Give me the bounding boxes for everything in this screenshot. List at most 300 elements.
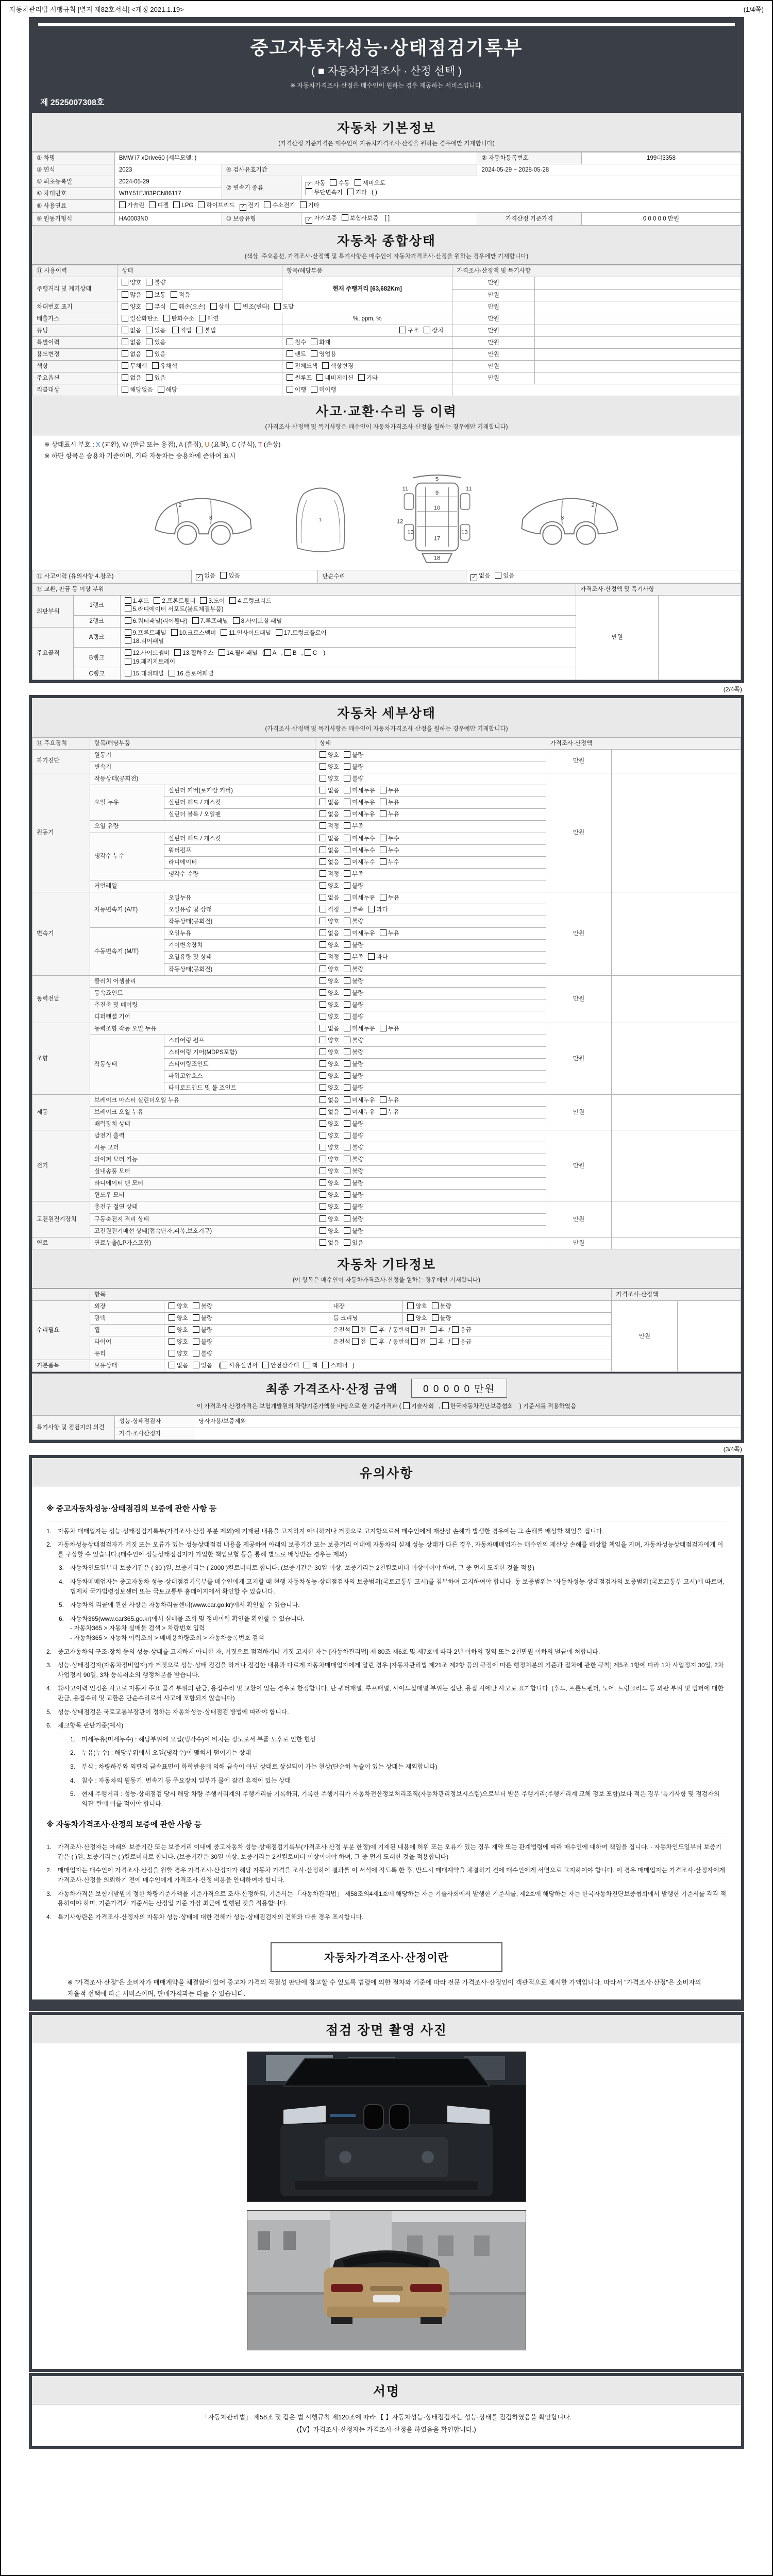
checkbox-icon: [358, 374, 365, 381]
checkbox-미세누수[interactable]: 미세누수: [344, 846, 375, 855]
cell: 실린더 헤드 / 개스킷: [164, 797, 315, 809]
checkbox-불량[interactable]: 불량: [432, 1314, 451, 1323]
checkbox-불량[interactable]: 불량: [193, 1302, 212, 1311]
checkbox-19.패키지트레이[interactable]: 19.패키지트레이: [125, 658, 176, 666]
checkbox-8.사이드실 패널[interactable]: 8.사이드실 패널: [233, 617, 282, 625]
checkbox-누유[interactable]: 누유: [380, 894, 399, 902]
checkbox-icon: [320, 1096, 326, 1103]
checkbox-누유[interactable]: 누유: [380, 787, 399, 795]
checkbox-icon: [119, 201, 126, 208]
checkbox-후[interactable]: 후: [371, 1326, 384, 1334]
checkbox-양호[interactable]: 양호: [320, 1013, 339, 1021]
checkbox-자동[interactable]: ✓ 자동: [306, 179, 325, 189]
checkbox-불량[interactable]: 불량: [344, 1156, 363, 1164]
row-label: 동력전달: [32, 975, 90, 1023]
checkbox-icon: [320, 775, 326, 782]
section-title: 자동차 기본정보: [337, 121, 436, 135]
checkbox-해당[interactable]: 해당: [158, 386, 177, 394]
checkbox-전체도색[interactable]: 전체도색: [287, 362, 317, 370]
checkbox-LPG[interactable]: LPG: [173, 201, 193, 210]
checkbox-없음[interactable]: 없음: [320, 1025, 339, 1033]
checkbox-양호[interactable]: 양호: [169, 1350, 188, 1358]
checkbox-양호[interactable]: 양호: [320, 989, 339, 997]
checkbox-적정[interactable]: 적정: [320, 822, 339, 831]
checkbox-양호[interactable]: 양호: [320, 751, 339, 759]
checkbox-전기[interactable]: ✓ 전기: [240, 201, 259, 211]
notice-subitem: 1. 미세누유(미세누수) : 해당부위에 오일(냉각수)이 비치는 정도로서 부품 노후로 인한 현상: [70, 1735, 316, 1743]
checkbox-해당없음[interactable]: 해당없음: [122, 386, 153, 394]
cell: 0 0 0 0 0 만원: [581, 213, 741, 226]
row-label: 내장: [329, 1300, 403, 1312]
checkbox-미세누유[interactable]: 미세누유: [344, 787, 375, 795]
checkbox-양호[interactable]: 양호: [169, 1302, 188, 1311]
checkbox-양호[interactable]: 양호: [407, 1302, 427, 1311]
cell: [117, 372, 282, 384]
checkbox-불량[interactable]: 불량: [193, 1314, 212, 1323]
cell: [315, 1178, 546, 1190]
cell: [678, 1300, 741, 1372]
checkbox-icon: [320, 1108, 326, 1115]
checkbox-없음[interactable]: ✓ 없음: [470, 572, 490, 581]
checkbox-없음[interactable]: 없음: [122, 327, 141, 335]
checkbox-양호[interactable]: 양호: [320, 1037, 339, 1045]
checkbox-icon: [122, 338, 128, 345]
cell: 상태: [315, 737, 546, 749]
checkbox-icon: [344, 1179, 350, 1186]
notice-item: 4. 특기사항란은 가격조사·산정자의 자동차 성능·상태에 대한 견해가 성능·상태점검자의 견해와 다를 경우 표시합니다.: [46, 1913, 364, 1921]
checkbox-무단변속기[interactable]: 무단변속기: [306, 189, 343, 197]
checkbox-있음[interactable]: 있음: [146, 327, 165, 335]
checkbox-양호[interactable]: 양호: [320, 1179, 339, 1188]
checkbox-없음[interactable]: 없음: [320, 1108, 339, 1116]
checkbox-미세누유[interactable]: 미세누유: [344, 1025, 375, 1033]
checkbox-없음[interactable]: 없음: [320, 858, 339, 867]
signature-statements: [32, 2404, 741, 2447]
row-label: 추진축 및 베어링: [90, 999, 315, 1011]
checkbox-icon: [146, 291, 153, 298]
checkbox-상이[interactable]: 상이: [210, 303, 230, 311]
checkbox-기타[interactable]: 기타: [347, 189, 367, 197]
checkbox-후[interactable]: 후: [430, 1326, 444, 1334]
checkbox-불량[interactable]: 불량: [432, 1302, 451, 1311]
section-title: 자동차 종합상태: [337, 234, 436, 249]
checkbox-6.쿼터패널(리어휀다)[interactable]: 6.쿼터패널(리어휀다): [125, 617, 188, 625]
checkbox-영업용[interactable]: 영업용: [311, 350, 336, 359]
checkbox-icon: [320, 894, 326, 901]
cell: [164, 1336, 329, 1348]
checkbox-3.도어[interactable]: 3.도어: [200, 597, 225, 605]
checkbox-양호[interactable]: 양호: [320, 1156, 339, 1164]
checkbox-적정[interactable]: 적정: [320, 953, 339, 961]
checkbox-양호[interactable]: 양호: [122, 303, 141, 311]
checkbox-누유[interactable]: 누유: [380, 1025, 399, 1033]
checkbox-응급[interactable]: 응급: [452, 1338, 472, 1346]
checkbox-없음[interactable]: 없음: [122, 338, 141, 347]
checkbox-전[interactable]: 전: [411, 1326, 425, 1334]
row-label: B랭크: [73, 648, 120, 668]
checkbox-양호[interactable]: 양호: [320, 1191, 339, 1199]
checkbox-안전삼각대[interactable]: 안전삼각대: [262, 1362, 299, 1370]
checkbox-색상변경[interactable]: 색상변경: [322, 362, 353, 370]
checkbox-11.인사이드패널[interactable]: 11.인사이드패널: [221, 629, 271, 637]
checkbox-B[interactable]: B: [284, 649, 297, 657]
checkbox-이행[interactable]: 이행: [287, 386, 306, 394]
cell: [315, 809, 546, 821]
checkbox-icon: [320, 882, 326, 889]
checkbox-icon: [220, 572, 227, 579]
checkbox-양호[interactable]: 양호: [122, 279, 141, 287]
checkbox-icon: [169, 1362, 175, 1368]
cell: 오일유량 및 상태: [164, 952, 315, 963]
checkbox-양호[interactable]: 양호: [320, 1144, 339, 1152]
checkbox-전[interactable]: 전: [352, 1326, 366, 1334]
checkbox-미세누유[interactable]: 미세누유: [344, 799, 375, 807]
checkbox-불량[interactable]: 불량: [193, 1326, 212, 1334]
checkbox-있음[interactable]: 있음: [220, 572, 240, 580]
checkbox-양호[interactable]: 양호: [407, 1314, 427, 1323]
checkbox-없음[interactable]: 없음: [320, 1096, 339, 1105]
checkbox-있음[interactable]: 있음: [344, 1239, 363, 1247]
cell: [535, 301, 741, 313]
checkbox-불량[interactable]: 불량: [344, 941, 363, 950]
checkbox-2.프론트휀더[interactable]: 2.프론트휀더: [154, 597, 195, 605]
checkbox-불량[interactable]: 불량: [344, 763, 363, 771]
checkbox-누수[interactable]: 누수: [380, 858, 399, 867]
checkbox-있음[interactable]: 있음: [146, 338, 165, 347]
row-label: 외장: [90, 1300, 164, 1312]
checkbox-양호[interactable]: 양호: [320, 1001, 339, 1009]
checkbox-양호[interactable]: 양호: [320, 1215, 339, 1224]
row-label: 자기진단: [32, 749, 90, 773]
checkbox-부족[interactable]: 부족: [344, 906, 363, 914]
checkbox-icon: [344, 763, 350, 770]
cell: ✓ 자가보증 보험사보증 [ ]: [301, 213, 477, 226]
cell: [315, 892, 546, 904]
notice-subitem: 3. 부식 : 차량하부와 외판의 금속표면이 화학반응에 의해 금속이 아닌 상태로 상실되어 가는 현상(단순히 녹슬어 있는 상태는 제외합니다): [70, 1762, 438, 1770]
row-label: 단순수리: [318, 570, 466, 583]
checkbox-미세누유[interactable]: 미세누유: [344, 1108, 375, 1116]
checkbox-불량[interactable]: 불량: [344, 1179, 363, 1188]
checkbox-유채색[interactable]: 유채색: [152, 362, 177, 370]
row-label: 자동변속기 (A/T): [90, 892, 164, 927]
checkbox-양호[interactable]: 양호: [320, 977, 339, 986]
checkbox-icon: [320, 1215, 326, 1222]
checkbox-불량[interactable]: 불량: [146, 279, 165, 287]
checkbox-icon: [344, 894, 350, 901]
checkbox-없음[interactable]: 없음: [320, 835, 339, 843]
checkbox-icon: ✓: [196, 574, 203, 581]
checkbox-15.대쉬패널[interactable]: 15.대쉬패널: [125, 670, 164, 678]
checkbox-양호[interactable]: 양호: [320, 941, 339, 950]
row-label: 작동상태(공회전): [90, 773, 315, 785]
checkbox-없음[interactable]: 없음: [320, 929, 339, 938]
diagram-number: 11: [402, 485, 409, 492]
checkbox-불량[interactable]: 불량: [344, 1132, 363, 1140]
checkbox-후[interactable]: 후: [430, 1338, 444, 1346]
checkbox-기타[interactable]: 기타: [300, 201, 320, 210]
checkbox-icon: [320, 1037, 326, 1043]
checkbox-탄화수소[interactable]: 탄화수소: [163, 315, 194, 323]
checkbox-구조[interactable]: 구조: [399, 327, 419, 335]
checkbox-14.필러패널[interactable]: 14.필러패널: [219, 649, 258, 657]
checkbox-18.리어패널[interactable]: 18.리어패널: [125, 637, 164, 646]
checkbox-기술사회[interactable]: 기술사회: [403, 1402, 434, 1410]
cell: 작동상태(공회전): [164, 963, 315, 975]
checkbox-양호[interactable]: 양호: [320, 763, 339, 771]
checkbox-icon: [344, 1203, 350, 1210]
checkbox-미세누유[interactable]: 미세누유: [344, 1096, 375, 1105]
diagram-number: 2: [178, 502, 182, 509]
checkbox-양호[interactable]: 양호: [169, 1314, 188, 1323]
checkbox-1.후드[interactable]: 1.후드: [125, 597, 149, 605]
checkbox-잭[interactable]: 잭: [304, 1362, 317, 1370]
checkbox-불량[interactable]: 불량: [344, 965, 363, 974]
cell: 12.사이드멤버 13.휠하우스 14.필러패널 ( A , B , C ) 19.패키지트레이: [120, 648, 576, 668]
checkbox-불량[interactable]: 불량: [344, 1060, 363, 1069]
checkbox-자가보증[interactable]: ✓ 자가보증: [306, 214, 337, 224]
notice-item: 1. 가격조사·산정자는 아래의 보증기간 또는 보증거리 이내에 중고자동차 성능·상태점검기록부(가격조사·산정 부분 한정)에 기재된 내용에 허위 또는 오류가 있는 경우 계약 또는 관계법령에 따라 매수인에 대하여 책임을 집니다. · 자동차인도일부터 보증기간은 ( )일, 보증거리는 ( )킬로미터로 합니다. (보증기간은 30일 이상, 보증거리는 2천킬로미터 이상이어야 하며, 그 중 먼저 도래한 것을 적용합니다): [46, 1843, 722, 1860]
checkbox-디젤[interactable]: 디젤: [149, 201, 169, 210]
checkbox-4.트렁크리드[interactable]: 4.트렁크리드: [229, 597, 271, 605]
checkbox-icon: [380, 894, 386, 901]
checkbox-icon: [125, 629, 131, 636]
cell: ⑪ 사용이력: [32, 265, 117, 277]
checkbox-icon: [344, 1084, 350, 1091]
checkbox-있음[interactable]: 있음: [193, 1362, 212, 1370]
checkbox-13.휠하우스[interactable]: 13.휠하우스: [174, 649, 213, 657]
checkbox-있음[interactable]: 있음: [146, 374, 165, 382]
checkbox-없음[interactable]: 없음: [320, 810, 339, 819]
checkbox-icon: [304, 1362, 310, 1368]
section-caption: (가격조사·산정액 및 특기사항은 매수인이 자동차가격조사·산정을 원하는 경우에만 기재합니다): [265, 725, 508, 732]
checkbox-없음[interactable]: ✓ 없음: [196, 572, 215, 581]
checkbox-도말[interactable]: 도말: [274, 303, 294, 311]
checkbox-누수[interactable]: 누수: [380, 835, 399, 843]
section-title: 자동차 기타정보: [337, 1257, 436, 1272]
checkbox-없음[interactable]: 없음: [320, 846, 339, 855]
cell: 항목/해당부품: [90, 737, 315, 749]
checkbox-불량[interactable]: 불량: [344, 977, 363, 986]
checkbox-불량[interactable]: 불량: [344, 1227, 363, 1235]
checkbox-불량[interactable]: 불량: [344, 1048, 363, 1057]
checkbox-과다[interactable]: 과다: [368, 953, 388, 961]
checkbox-양호[interactable]: 양호: [320, 965, 339, 974]
checkbox-한국자동차진단보증협회[interactable]: 한국자동차진단보증협회: [442, 1402, 513, 1410]
checkbox-있음[interactable]: 있음: [146, 350, 165, 359]
checkbox-불량[interactable]: 불량: [344, 751, 363, 759]
checkbox-누유[interactable]: 누유: [380, 1096, 399, 1105]
checkbox-보통[interactable]: 보통: [146, 291, 165, 299]
checkbox-많음[interactable]: 많음: [122, 291, 141, 299]
cell: [117, 277, 282, 289]
checkbox-icon: [320, 787, 326, 793]
checkbox-9.프론트패널[interactable]: 9.프론트패널: [125, 629, 166, 637]
checkbox-icon: [368, 906, 375, 912]
checkbox-양호[interactable]: 양호: [320, 1132, 339, 1140]
checkbox-변조(변타)[interactable]: 변조(변타): [234, 303, 270, 311]
notice-item: 2. 매매업자는 매수인이 가격조사·산정을 원할 경우 가격조사·산정자가 해당 자동차 가격을 조사·산정하여 결과를 이 서식에 적도록 한 후, 반드시 매매계약을 체결하기 전에 매수인에게 서면으로 고지하여야 합니다. 이 경우 매매업자는 가격조사·산정자에게 가격조사·산정을 의뢰하기 전에 매수인에게 가격조사·산정 비용을 안내하여야 합니다.: [46, 1867, 726, 1884]
checkbox-미세누수[interactable]: 미세누수: [344, 858, 375, 867]
checkbox-불량[interactable]: 불량: [344, 1144, 363, 1152]
checkbox-없음[interactable]: 없음: [169, 1362, 188, 1370]
panel-frame-table: [32, 583, 741, 680]
checkbox-전[interactable]: 전: [411, 1338, 425, 1346]
checkbox-icon: [344, 1144, 350, 1150]
checkbox-불량[interactable]: 불량: [344, 1167, 363, 1176]
checkbox-양호[interactable]: 양호: [320, 882, 339, 890]
checkbox-미세누유[interactable]: 미세누유: [344, 810, 375, 819]
checkbox-불량[interactable]: 불량: [344, 882, 363, 890]
checkbox-적음[interactable]: 적음: [171, 291, 190, 299]
checkbox-없음[interactable]: 없음: [320, 1239, 339, 1247]
checkbox-하이브리드[interactable]: 하이브리드: [198, 201, 235, 210]
checkbox-불법[interactable]: 불법: [196, 327, 216, 335]
checkbox-없음[interactable]: 없음: [122, 350, 141, 359]
row-label: 동력조향 작동 오일 누유: [90, 1023, 315, 1035]
checkbox-양호[interactable]: 양호: [320, 1060, 339, 1069]
checkbox-부족[interactable]: 부족: [344, 953, 363, 961]
checkbox-부족[interactable]: 부족: [344, 822, 363, 831]
checkbox-icon: [344, 835, 350, 841]
row-label: 고전원전기배선 상태(접속단자,피복,보호기구): [90, 1225, 315, 1237]
notice-item: 3. 자동차인도일부터 보증기간은 ( 30 )일, 보증거리는 ( 2000 )킬로미터로 합니다. (보증기간은 30일 이상, 보증거리는 2천킬로미터 이상이어야 하며, 그 중 먼저 도래한 것을 적용): [59, 1564, 535, 1572]
checkbox-훼손(오손)[interactable]: 훼손(오손): [171, 303, 206, 311]
checkbox-없음[interactable]: 없음: [320, 894, 339, 902]
checkbox-불량[interactable]: 불량: [344, 1191, 363, 1199]
checkbox-불량[interactable]: 불량: [193, 1338, 212, 1346]
checkbox-양호[interactable]: 양호: [169, 1338, 188, 1346]
cell: [403, 1312, 612, 1324]
checkbox-icon: [193, 1314, 199, 1321]
checkbox-불량[interactable]: 불량: [344, 1072, 363, 1080]
checkbox-응급[interactable]: 응급: [452, 1326, 472, 1334]
checkbox-미세누유[interactable]: 미세누유: [344, 894, 375, 902]
checkbox-매연[interactable]: 매연: [199, 315, 219, 323]
checkbox-과다[interactable]: 과다: [368, 906, 388, 914]
checkbox-17.트렁크플로어[interactable]: 17.트렁크플로어: [276, 629, 327, 637]
cell: BMW i7 xDrive60 (세부모델: ): [114, 152, 477, 164]
checkbox-10.크로스멤버[interactable]: 10.크로스멤버: [171, 629, 216, 637]
checkbox-7.루프패널[interactable]: 7.루프패널: [192, 617, 228, 625]
row-label: 제동: [32, 1094, 90, 1130]
cell: 만원: [546, 1237, 612, 1249]
checkbox-전[interactable]: 전: [352, 1338, 366, 1346]
checkbox-불량[interactable]: 불량: [344, 1084, 363, 1092]
checkbox-12.사이드멤버[interactable]: 12.사이드멤버: [125, 649, 170, 657]
checkbox-불량[interactable]: 불량: [344, 1001, 363, 1009]
checkbox-양호[interactable]: 양호: [320, 1227, 339, 1235]
checkbox-누수[interactable]: 누수: [380, 846, 399, 855]
checkbox-불량[interactable]: 불량: [344, 989, 363, 997]
checkbox-icon: [174, 649, 181, 656]
checkbox-화재[interactable]: 화재: [311, 338, 330, 347]
checkbox-미세누유[interactable]: 미세누유: [344, 929, 375, 938]
checkbox-양호[interactable]: 양호: [320, 1120, 339, 1128]
checkbox-썬루프[interactable]: 썬루프: [287, 374, 312, 382]
checkbox-누유[interactable]: 누유: [380, 810, 399, 819]
checkbox-미이행[interactable]: 미이행: [311, 386, 336, 394]
checkbox-장치[interactable]: 장치: [424, 327, 443, 335]
checkbox-누유[interactable]: 누유: [380, 799, 399, 807]
checkbox-양호[interactable]: 양호: [320, 918, 339, 926]
checkbox-불량[interactable]: 불량: [344, 775, 363, 783]
checkbox-침수[interactable]: 침수: [287, 338, 306, 347]
checkbox-불량[interactable]: 불량: [344, 1120, 363, 1128]
checkbox-없음[interactable]: 없음: [320, 787, 339, 795]
checkbox-부족[interactable]: 부족: [344, 870, 363, 878]
checkbox-스패너[interactable]: 스패너: [322, 1362, 347, 1370]
checkbox-후[interactable]: 후: [371, 1338, 384, 1346]
checkbox-적정[interactable]: 적정: [320, 870, 339, 878]
checkbox-가솔린[interactable]: 가솔린: [119, 201, 144, 210]
checkbox-icon: [452, 1338, 459, 1345]
checkbox-불량[interactable]: 불량: [344, 1215, 363, 1224]
checkbox-양호[interactable]: 양호: [320, 1084, 339, 1092]
checkbox-불량[interactable]: 불량: [344, 1013, 363, 1021]
checkbox-수동[interactable]: 수동: [330, 179, 349, 188]
checkbox-없음[interactable]: 없음: [122, 374, 141, 382]
checkbox-icon: [311, 338, 317, 345]
checkbox-양호[interactable]: 양호: [320, 1072, 339, 1080]
checkbox-적정[interactable]: 적정: [320, 906, 339, 914]
checkbox-일산화탄소[interactable]: 일산화탄소: [122, 315, 159, 323]
checkbox-C[interactable]: C: [305, 649, 317, 657]
cell: [315, 1059, 546, 1071]
checkbox-A[interactable]: A: [264, 649, 277, 657]
checkbox-icon: [352, 1326, 359, 1333]
checkbox-5.라디에이터 서포트(볼트체결부품)[interactable]: 5.라디에이터 서포트(볼트체결부품): [125, 605, 224, 614]
checkbox-누유[interactable]: 누유: [380, 1108, 399, 1116]
cell: [117, 336, 282, 348]
checkbox-양호[interactable]: 양호: [320, 1203, 339, 1211]
checkbox-양호[interactable]: 양호: [320, 1048, 339, 1057]
checkbox-icon: [300, 201, 307, 208]
checkbox-네비게이션[interactable]: 네비게이션: [316, 374, 354, 382]
checkbox-16.플로어패널[interactable]: 16.플로어패널: [169, 670, 214, 678]
checkbox-세미오토[interactable]: 세미오토: [355, 179, 385, 188]
checkbox-양호[interactable]: 양호: [169, 1326, 188, 1334]
checkbox-사용설명서[interactable]: 사용설명서: [221, 1362, 258, 1370]
checkbox-icon: [320, 1156, 326, 1162]
checkbox-기타[interactable]: 기타: [358, 374, 378, 382]
checkbox-양호[interactable]: 양호: [320, 775, 339, 783]
checkbox-icon: [154, 597, 160, 604]
checkbox-없음[interactable]: 없음: [320, 799, 339, 807]
checkbox-불량[interactable]: 불량: [344, 1037, 363, 1045]
checkbox-양호[interactable]: 양호: [320, 1167, 339, 1176]
cell: 만원: [452, 361, 535, 372]
checkbox-불량[interactable]: 불량: [344, 918, 363, 926]
row-label: 수리필요: [32, 1300, 90, 1360]
checkbox-누유[interactable]: 누유: [380, 929, 399, 938]
checkbox-icon: [146, 374, 153, 381]
checkbox-미세누수[interactable]: 미세누수: [344, 835, 375, 843]
checkbox-수소전기[interactable]: 수소전기: [264, 201, 295, 210]
checkbox-있음[interactable]: 있음: [495, 572, 514, 580]
checkbox-렌트[interactable]: 렌트: [287, 350, 306, 359]
notice-item: 3. 성능·상태점검자(자동차정비업자)가 거짓으로 성능·상태 점검을 하거나 점검한 내용과 다르게 자동차매매업자에게 알린 경우 [자동차관리법 제21조 제2항 등의 규정에 따른 행정처분의 기준과 절차에 관한 규칙] 제5조 1항에 따라 1차 사업정지 30일, 2차 사업정지 90일, 3차 등록취소의 행정처분을 받습니다.: [46, 1662, 724, 1679]
checkbox-적법[interactable]: 적법: [172, 327, 192, 335]
checkbox-보험사보증[interactable]: 보험사보증: [342, 214, 379, 223]
checkbox-불량[interactable]: 불량: [344, 1203, 363, 1211]
checkbox-부식[interactable]: 부식: [146, 303, 165, 311]
checkbox-무채색[interactable]: 무채색: [122, 362, 147, 370]
cell: ⑭ 주요장치: [32, 737, 90, 749]
section-caption: (색상, 주요옵션, 가격조사·산정액 및 특기사항은 매수인이 자동차가격조사·산정을 원하는 경우에만 기재합니다): [244, 253, 529, 260]
row-label: 휠: [90, 1325, 164, 1336]
checkbox-불량[interactable]: 불량: [193, 1350, 212, 1358]
cell: 당사자용/보증제외: [194, 1416, 741, 1428]
